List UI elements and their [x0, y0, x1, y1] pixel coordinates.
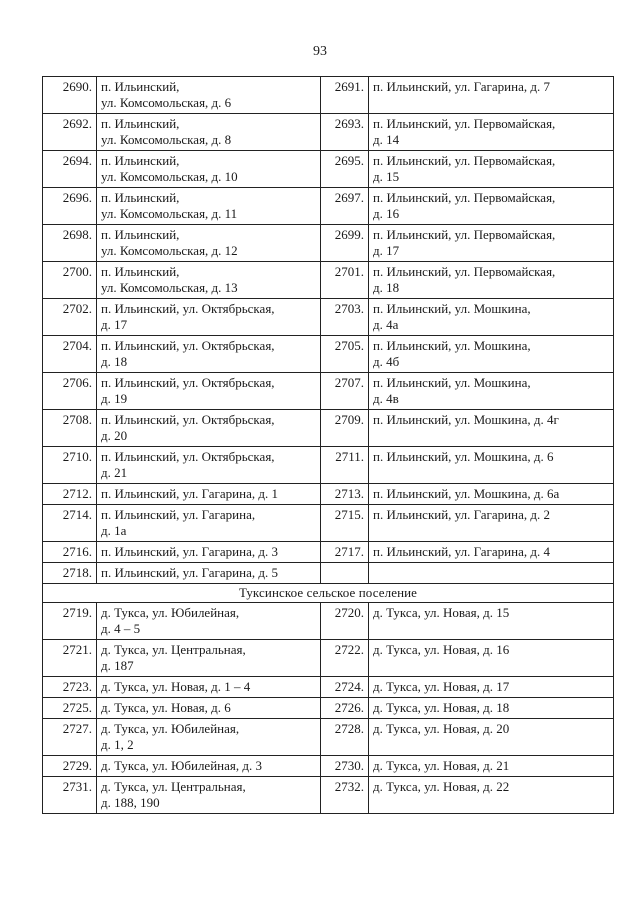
- address-line: ул. Комсомольская, д. 13: [101, 280, 238, 295]
- address-line: д. Тукса, ул. Центральная,: [101, 642, 246, 657]
- entry-number-right: 2711.: [321, 447, 369, 484]
- address-line: п. Ильинский,: [101, 227, 180, 242]
- address-line: п. Ильинский, ул. Октябрьская,: [101, 449, 275, 464]
- address-line: п. Ильинский, ул. Первомайская,: [373, 116, 556, 131]
- table-row: [43, 225, 614, 262]
- entry-number-left: 2692.: [43, 114, 97, 151]
- address-rows-ilinsky: [43, 77, 614, 584]
- table-row: [43, 114, 614, 151]
- entry-number-left: 2727.: [43, 719, 97, 756]
- section-title: Туксинское сельское поселение: [43, 584, 614, 603]
- address-left: [97, 262, 321, 299]
- address-left: [97, 640, 321, 677]
- address-line: д. 16: [373, 206, 400, 221]
- address-line: д. 17: [373, 243, 400, 258]
- address-line: д. Тукса, ул. Новая, д. 21: [373, 758, 510, 773]
- address-line: п. Ильинский, ул. Гагарина, д. 7: [373, 79, 550, 94]
- table-row: [43, 505, 614, 542]
- address-left: [97, 77, 321, 114]
- address-line: п. Ильинский, ул. Мошкина,: [373, 375, 531, 390]
- address-line: д. 14: [373, 132, 400, 147]
- table-row: [43, 777, 614, 814]
- address-line: д. 187: [101, 658, 134, 673]
- address-line: д. 17: [101, 317, 128, 332]
- address-line: п. Ильинский, ул. Октябрьская,: [101, 301, 275, 316]
- entry-number-right: 2726.: [321, 698, 369, 719]
- entry-number-right: 2728.: [321, 719, 369, 756]
- address-left: [97, 677, 321, 698]
- address-left: [97, 225, 321, 262]
- table-row: [43, 262, 614, 299]
- entry-number-right: 2730.: [321, 756, 369, 777]
- address-line: п. Ильинский, ул. Мошкина, д. 4г: [373, 412, 559, 427]
- address-right: [369, 336, 614, 373]
- table-row: [43, 77, 614, 114]
- address-line: ул. Комсомольская, д. 12: [101, 243, 238, 258]
- address-line: д. 21: [101, 465, 128, 480]
- address-right: [369, 188, 614, 225]
- address-table: [42, 76, 614, 814]
- table-row: [43, 373, 614, 410]
- address-line: п. Ильинский,: [101, 264, 180, 279]
- address-line: п. Ильинский, ул. Гагарина, д. 4: [373, 544, 550, 559]
- entry-number-left: 2698.: [43, 225, 97, 262]
- entry-number-left: 2702.: [43, 299, 97, 336]
- address-line: д. Тукса, ул. Новая, д. 6: [101, 700, 231, 715]
- address-line: ул. Комсомольская, д. 6: [101, 95, 232, 110]
- address-line: п. Ильинский,: [101, 116, 180, 131]
- address-right: [369, 603, 614, 640]
- address-line: д. 19: [101, 391, 128, 406]
- address-line: д. 20: [101, 428, 128, 443]
- table-row: [43, 299, 614, 336]
- entry-number-right: 2693.: [321, 114, 369, 151]
- entry-number-left: 2690.: [43, 77, 97, 114]
- address-right: [369, 373, 614, 410]
- address-right: [369, 299, 614, 336]
- address-left: [97, 484, 321, 505]
- entry-number-left: 2694.: [43, 151, 97, 188]
- address-line: д. 4а: [373, 317, 399, 332]
- address-left: [97, 188, 321, 225]
- entry-number-right: 2691.: [321, 77, 369, 114]
- address-line: д. Тукса, ул. Новая, д. 22: [373, 779, 510, 794]
- address-right: [369, 225, 614, 262]
- address-right: [369, 262, 614, 299]
- address-line: д. 4б: [373, 354, 400, 369]
- address-line: п. Ильинский, ул. Мошкина,: [373, 338, 531, 353]
- table-row: [43, 677, 614, 698]
- entry-number-left: 2718.: [43, 563, 97, 584]
- address-line: д. Тукса, ул. Новая, д. 15: [373, 605, 510, 620]
- address-line: п. Ильинский, ул. Первомайская,: [373, 227, 556, 242]
- address-line: п. Ильинский,: [101, 190, 180, 205]
- entry-number-right: 2713.: [321, 484, 369, 505]
- table-row: [43, 756, 614, 777]
- address-line: п. Ильинский, ул. Первомайская,: [373, 264, 556, 279]
- address-left: [97, 505, 321, 542]
- table-row: [43, 698, 614, 719]
- entry-number-left: 2712.: [43, 484, 97, 505]
- address-line: д. Тукса, ул. Юбилейная,: [101, 721, 240, 736]
- address-right: [369, 677, 614, 698]
- address-line: д. 4в: [373, 391, 399, 406]
- entry-number-left: 2710.: [43, 447, 97, 484]
- address-line: д. Тукса, ул. Новая, д. 17: [373, 679, 510, 694]
- address-line: д. Тукса, ул. Новая, д. 20: [373, 721, 510, 736]
- address-line: д. 1а: [101, 523, 127, 538]
- address-right: [369, 151, 614, 188]
- section-header-row: [43, 584, 614, 603]
- entry-number-right: 2715.: [321, 505, 369, 542]
- table-row: [43, 336, 614, 373]
- entry-number-left: 2725.: [43, 698, 97, 719]
- entry-number-left: 2700.: [43, 262, 97, 299]
- address-line: п. Ильинский, ул. Гагарина, д. 5: [101, 565, 278, 580]
- entry-number-right: 2717.: [321, 542, 369, 563]
- entry-number-right: 2699.: [321, 225, 369, 262]
- address-right: [369, 640, 614, 677]
- address-left: [97, 542, 321, 563]
- address-line: ул. Комсомольская, д. 8: [101, 132, 232, 147]
- address-left: [97, 603, 321, 640]
- address-line: д. Тукса, ул. Новая, д. 16: [373, 642, 510, 657]
- address-right: [369, 484, 614, 505]
- address-line: д. 188, 190: [101, 795, 160, 810]
- address-line: д. Тукса, ул. Юбилейная, д. 3: [101, 758, 262, 773]
- entry-number-left: 2723.: [43, 677, 97, 698]
- address-right: [369, 563, 614, 584]
- address-line: п. Ильинский, ул. Мошкина,: [373, 301, 531, 316]
- address-left: [97, 151, 321, 188]
- address-left: [97, 698, 321, 719]
- address-left: [97, 756, 321, 777]
- address-line: п. Ильинский, ул. Мошкина, д. 6а: [373, 486, 560, 501]
- address-line: ул. Комсомольская, д. 11: [101, 206, 238, 221]
- entry-number-right: 2703.: [321, 299, 369, 336]
- entry-number-right: [321, 563, 369, 584]
- address-right: [369, 77, 614, 114]
- entry-number-right: 2705.: [321, 336, 369, 373]
- entry-number-left: 2704.: [43, 336, 97, 373]
- address-right: [369, 542, 614, 563]
- address-line: д. 1, 2: [101, 737, 134, 752]
- address-line: п. Ильинский, ул. Первомайская,: [373, 190, 556, 205]
- table-row: [43, 188, 614, 225]
- entry-number-right: 2732.: [321, 777, 369, 814]
- address-left: [97, 373, 321, 410]
- entry-number-left: 2721.: [43, 640, 97, 677]
- address-line: д. 15: [373, 169, 400, 184]
- address-line: д. 4 – 5: [101, 621, 141, 636]
- address-line: д. 18: [101, 354, 128, 369]
- address-left: [97, 336, 321, 373]
- entry-number-left: 2706.: [43, 373, 97, 410]
- entry-number-left: 2714.: [43, 505, 97, 542]
- table-row: [43, 640, 614, 677]
- entry-number-right: 2722.: [321, 640, 369, 677]
- address-line: п. Ильинский, ул. Гагарина, д. 3: [101, 544, 278, 559]
- table-row: [43, 484, 614, 505]
- address-right: [369, 698, 614, 719]
- address-rows-tuksa: [43, 603, 614, 814]
- address-right: [369, 410, 614, 447]
- address-left: [97, 719, 321, 756]
- table-row: [43, 603, 614, 640]
- address-right: [369, 777, 614, 814]
- entry-number-right: 2707.: [321, 373, 369, 410]
- table-row: [43, 719, 614, 756]
- address-line: п. Ильинский, ул. Первомайская,: [373, 153, 556, 168]
- address-line: д. Тукса, ул. Центральная,: [101, 779, 246, 794]
- address-left: [97, 114, 321, 151]
- entry-number-right: 2701.: [321, 262, 369, 299]
- address-line: п. Ильинский, ул. Октябрьская,: [101, 412, 275, 427]
- address-line: п. Ильинский,: [101, 153, 180, 168]
- address-line: ул. Комсомольская, д. 10: [101, 169, 238, 184]
- address-line: п. Ильинский, ул. Гагарина, д. 2: [373, 507, 550, 522]
- address-right: [369, 719, 614, 756]
- address-line: п. Ильинский, ул. Октябрьская,: [101, 338, 275, 353]
- entry-number-left: 2731.: [43, 777, 97, 814]
- table-row: [43, 563, 614, 584]
- entry-number-left: 2729.: [43, 756, 97, 777]
- address-line: п. Ильинский, ул. Гагарина, д. 1: [101, 486, 278, 501]
- entry-number-right: 2709.: [321, 410, 369, 447]
- address-left: [97, 447, 321, 484]
- address-right: [369, 114, 614, 151]
- address-right: [369, 756, 614, 777]
- entry-number-left: 2708.: [43, 410, 97, 447]
- entry-number-left: 2719.: [43, 603, 97, 640]
- address-right: [369, 505, 614, 542]
- address-line: п. Ильинский, ул. Гагарина,: [101, 507, 256, 522]
- address-line: д. Тукса, ул. Новая, д. 1 – 4: [101, 679, 251, 694]
- table-row: [43, 151, 614, 188]
- entry-number-right: 2697.: [321, 188, 369, 225]
- address-line: д. Тукса, ул. Юбилейная,: [101, 605, 240, 620]
- entry-number-right: 2720.: [321, 603, 369, 640]
- table-row: [43, 447, 614, 484]
- entry-number-left: 2716.: [43, 542, 97, 563]
- address-line: д. 18: [373, 280, 400, 295]
- address-left: [97, 410, 321, 447]
- address-left: [97, 563, 321, 584]
- table-row: [43, 542, 614, 563]
- page-number: 93: [313, 44, 327, 59]
- entry-number-right: 2695.: [321, 151, 369, 188]
- address-line: п. Ильинский,: [101, 79, 180, 94]
- address-line: п. Ильинский, ул. Октябрьская,: [101, 375, 275, 390]
- entry-number-right: 2724.: [321, 677, 369, 698]
- address-left: [97, 777, 321, 814]
- entry-number-left: 2696.: [43, 188, 97, 225]
- address-right: [369, 447, 614, 484]
- address-line: д. Тукса, ул. Новая, д. 18: [373, 700, 510, 715]
- table-row: [43, 410, 614, 447]
- address-left: [97, 299, 321, 336]
- address-line: п. Ильинский, ул. Мошкина, д. 6: [373, 449, 554, 464]
